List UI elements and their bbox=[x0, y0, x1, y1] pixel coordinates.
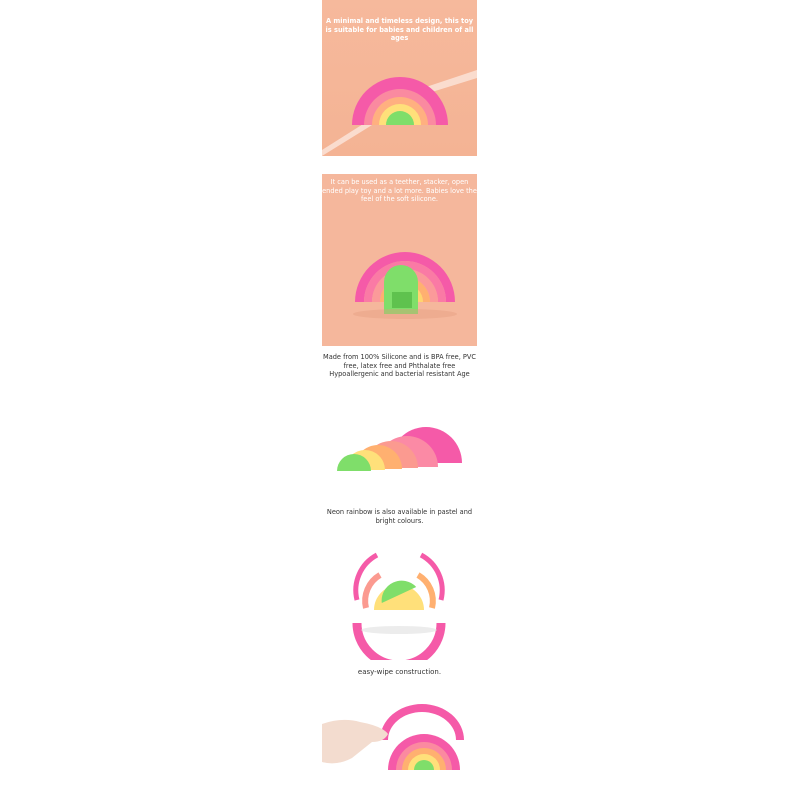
section-5-caption: easy-wipe construction. bbox=[357, 668, 442, 676]
product-detail-strip bbox=[322, 0, 477, 800]
rainbow-stacker-image-5 bbox=[322, 662, 477, 800]
section-1-caption: A minimal and timeless design, this toy is suitable for babies and children of all ages bbox=[325, 17, 474, 43]
section-4-caption: Neon rainbow is also available in pastel and bright colours. bbox=[326, 508, 473, 525]
section-1-panel bbox=[322, 0, 477, 156]
section-2-caption: It can be used as a teether, stacker, open ended play toy and a lot more. Babies love the feel of the soft silicone. bbox=[322, 178, 477, 204]
section-5-panel bbox=[322, 662, 477, 800]
section-4-panel bbox=[322, 500, 477, 660]
section-2-panel bbox=[322, 174, 477, 346]
section-3-caption: Made from 100% Silicone and is BPA free, PVC free, latex free and Phthalate free Hypoallergenic and bacterial resistant Age bbox=[323, 353, 476, 379]
section-3-panel bbox=[322, 349, 477, 490]
